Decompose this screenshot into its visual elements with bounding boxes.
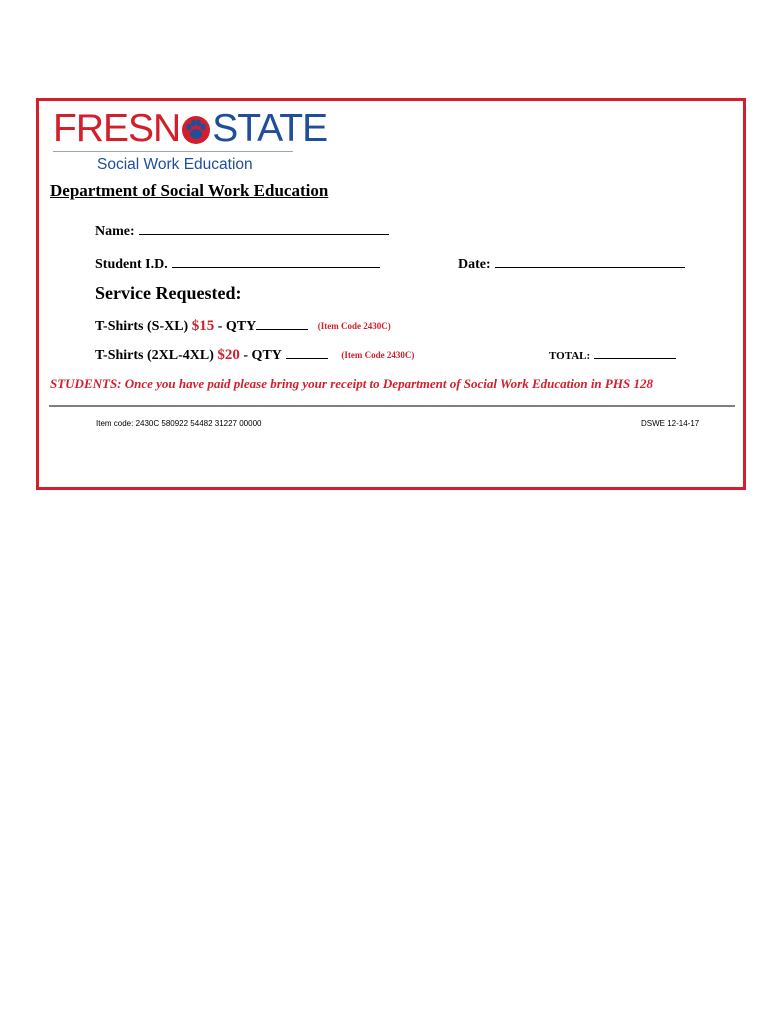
footer-divider: [49, 405, 735, 407]
name-field: [95, 222, 389, 240]
students-notice: STUDENTS: Once you have paid please bring your receipt to Department of Social Work Education in PHS 128: [50, 376, 653, 391]
logo-wordmark: [53, 107, 327, 151]
item-price: $20: [217, 347, 240, 363]
item-name: T-Shirts (S-XL): [95, 319, 189, 334]
item-code: (Item Code 2430C): [317, 321, 391, 331]
date-field: [458, 255, 685, 273]
date-blank[interactable]: [495, 255, 685, 268]
logo-subtitle: Social Work Education: [97, 156, 253, 173]
item-row: [95, 346, 414, 364]
item-qty-label: - QTY: [217, 319, 257, 334]
item-qty-blank[interactable]: [286, 346, 328, 359]
item-code: (Item Code 2430C): [341, 350, 415, 360]
total-blank[interactable]: [594, 349, 676, 359]
total-field: [549, 349, 676, 362]
item-qty-label: - QTY: [243, 348, 282, 363]
logo-divider: [53, 151, 293, 152]
total-label: TOTAL:: [549, 350, 591, 362]
paw-print-icon: [181, 111, 211, 141]
item-price: $15: [191, 318, 215, 334]
item-qty-blank[interactable]: [256, 317, 308, 330]
item-code-line: Item code: 2430C 580922 54482 31227 00000: [96, 419, 262, 428]
name-blank[interactable]: [139, 222, 389, 235]
student-id-blank[interactable]: [172, 255, 380, 268]
service-request-form: [36, 98, 746, 490]
department-title: Department of Social Work Education: [50, 181, 329, 200]
date-label: Date:: [458, 257, 491, 272]
student-id-label: Student I.D.: [95, 257, 168, 272]
name-label: Name:: [95, 224, 135, 239]
fresno-state-logo: [53, 107, 328, 173]
item-name: T-Shirts (2XL-4XL): [95, 348, 214, 363]
student-id-field: [95, 255, 380, 273]
logo-word-fresno: FRESN: [53, 107, 181, 150]
logo-word-state: STATE: [212, 107, 328, 150]
service-requested-heading: Service Requested:: [95, 283, 242, 303]
form-id: DSWE 12-14-17: [641, 419, 700, 428]
item-row: [95, 317, 391, 335]
